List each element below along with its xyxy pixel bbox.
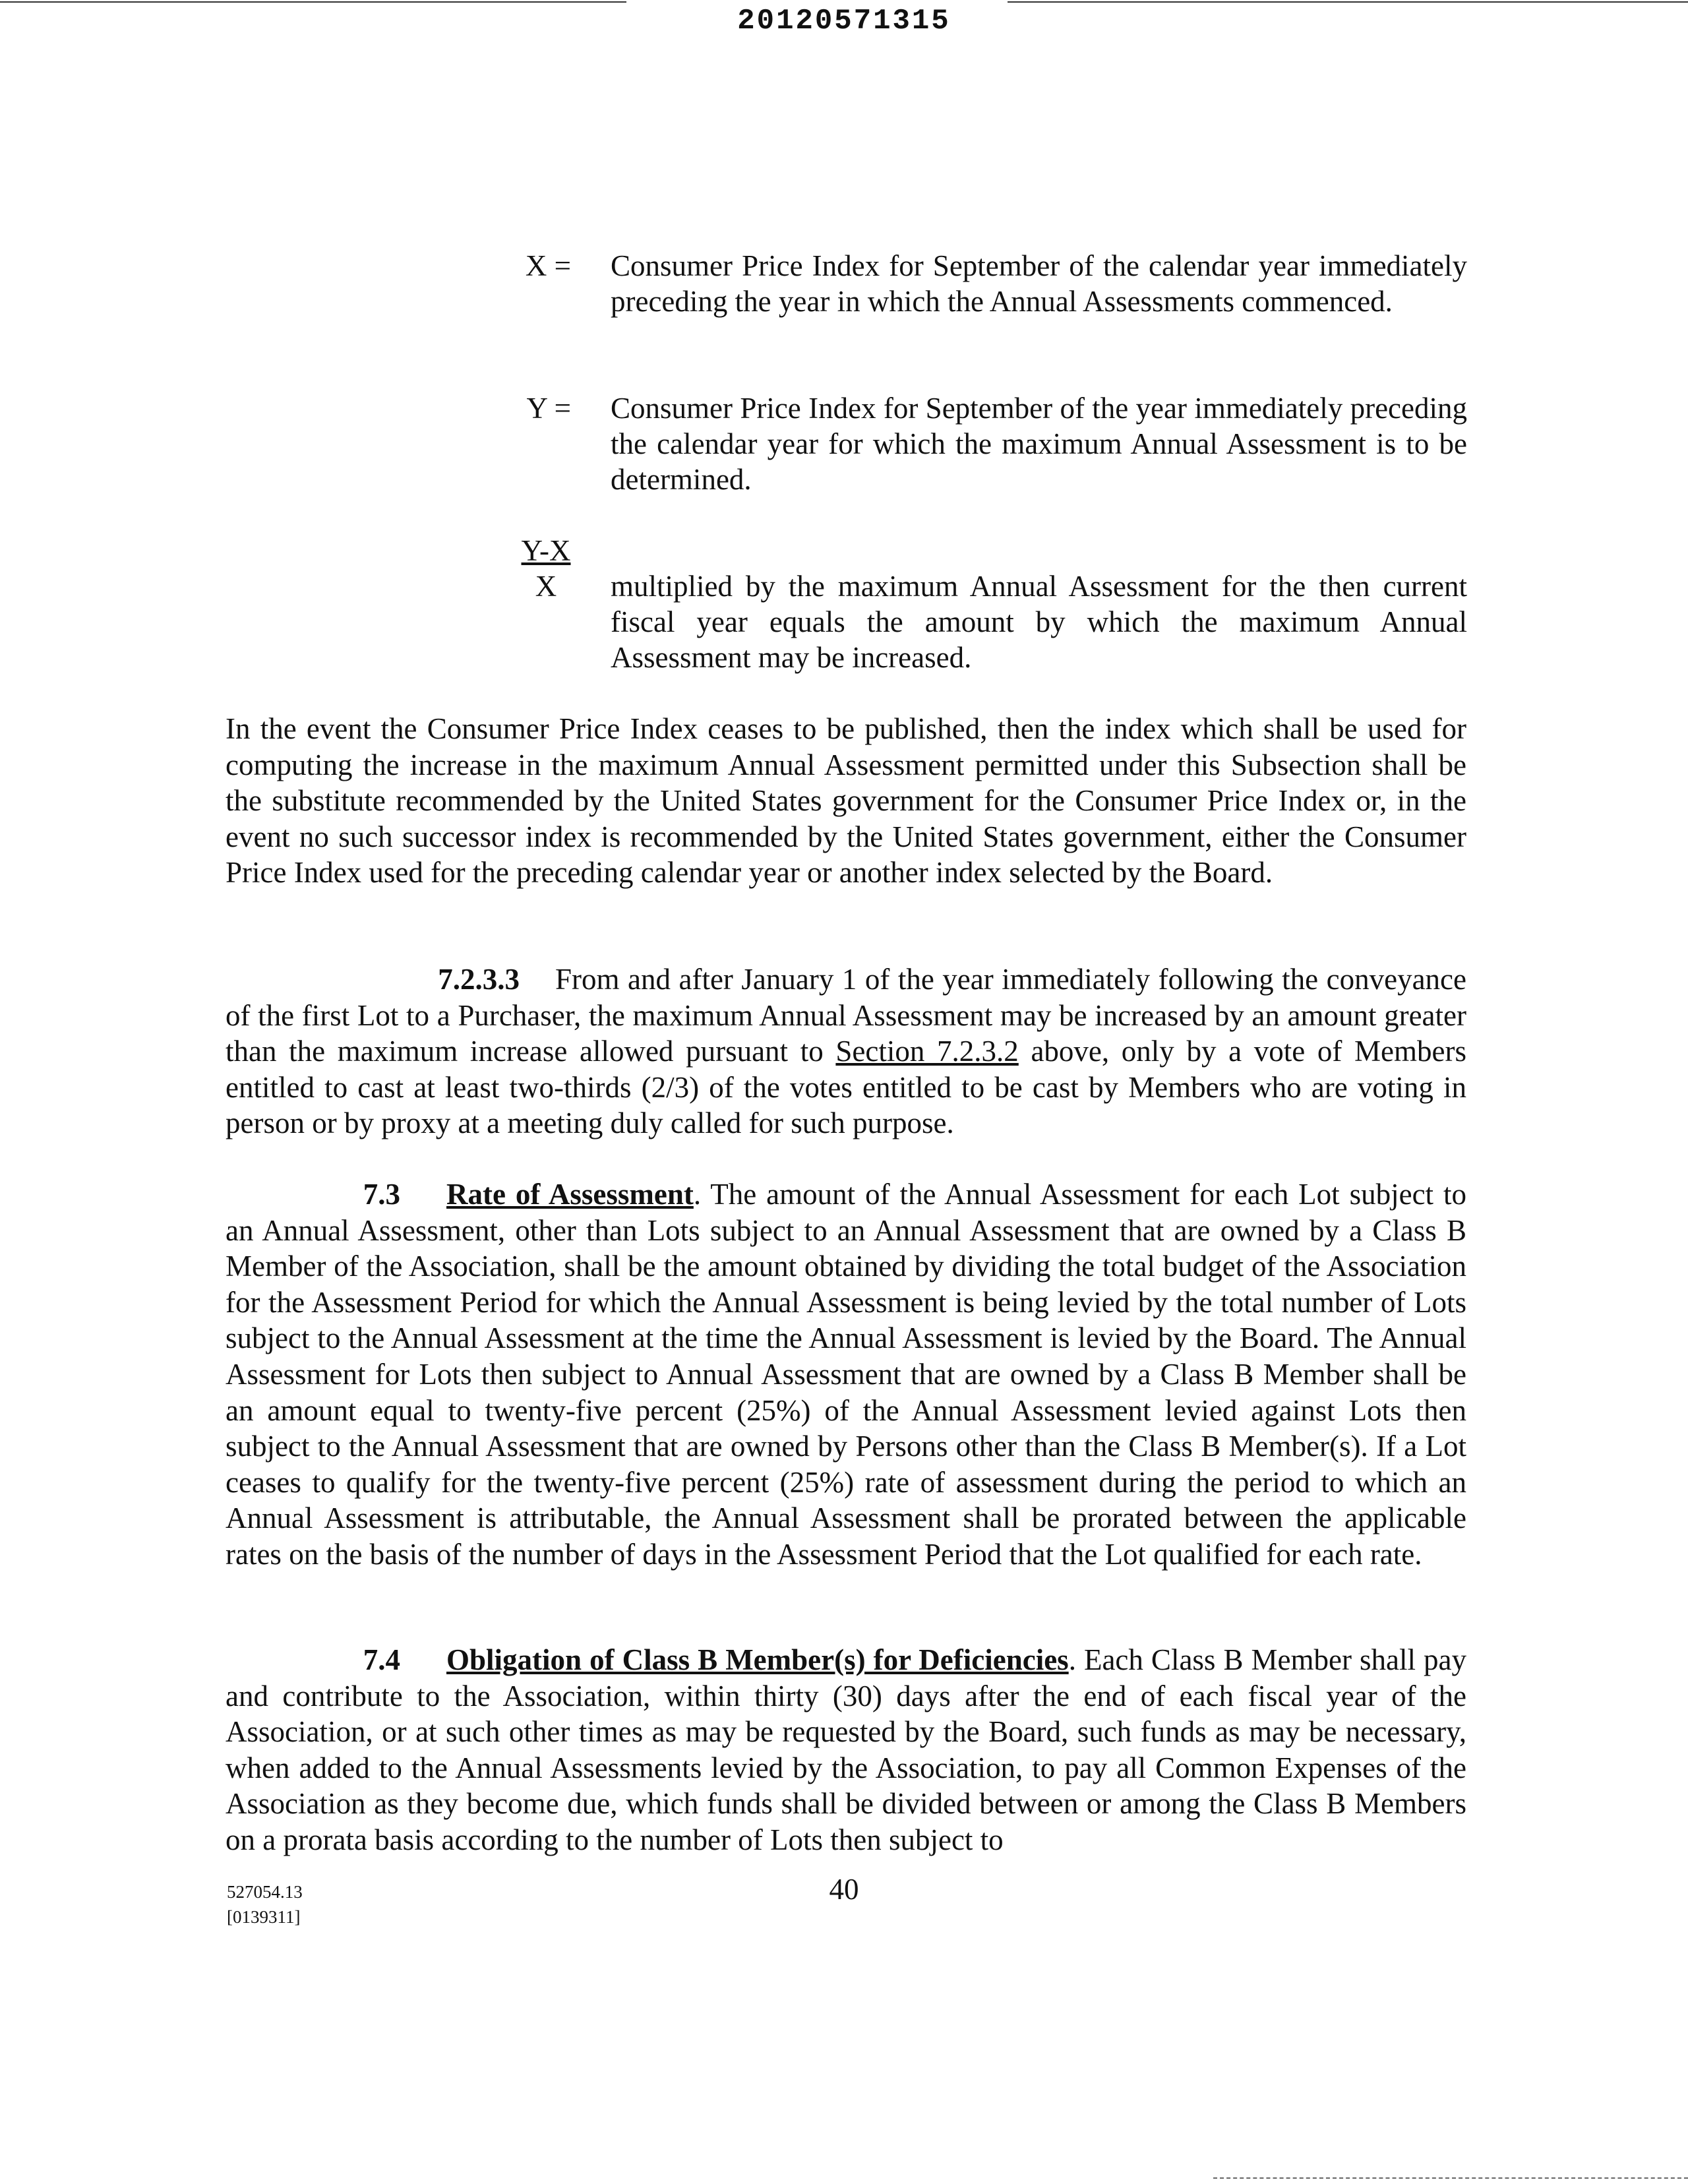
section-text: Each Class B Member shall pay and contribute to the Association, within thirty (30) days after the end of each fiscal year of the Association, or at such other times as may be requested by the Board, such funds as may be necessary, when added to the Annual Assessments levied by the Association, to pay all Common Expenses of the Association as they become due, which funds shall be divided between or among the Class B Members on a prorata basis according to the number of Lots then subject to: [226, 1643, 1466, 1856]
section-number: 7.3: [363, 1178, 400, 1211]
footer-doc-number: 527054.13: [227, 1882, 303, 1902]
fraction-numerator: Y-X: [521, 534, 571, 567]
definition-text: Consumer Price Index for September of the calendar year immediately preceding the year in which the Annual Assessments commenced.: [611, 249, 1467, 318]
section-heading: Obligation of Class B Member(s) for Deficiencies: [446, 1643, 1069, 1676]
section-reference-link: Section 7.2.3.2: [835, 1035, 1019, 1068]
paragraph-section-7-4: 7.4 Obligation of Class B Member(s) for Deficiencies. Each Class B Member shall pay and contribute to the Association, within thirty (30) days after the end of each fiscal year of the Association, or at such other times as may be requested by the Board, such funds as may be necessary, when added to the Annual Assessments levied by the Association, to pay all Common Expenses of the Association as they become due, which funds shall be divided between or among the Class B Members on a prorata basis according to the number of Lots then subject to: [226, 1643, 1466, 1856]
fraction-definition-text: multiplied by the maximum Annual Assessment for the then current fiscal year equals the amount by which the maximum Annual Assessment may be increased.: [611, 570, 1467, 674]
fraction-y-minus-x-over-x: [514, 533, 578, 604]
definition-label: Y =: [526, 392, 571, 425]
section-text-continued: above, only by a vote of Members entitled to cast at least two-thirds (2/3) of the votes entitled to be cast by Members who are voting in person or by proxy at a meeting duly called for such purpose.: [226, 1035, 1467, 1140]
definition-text: Consumer Price Index for September of the year immediately preceding the calendar year for which the maximum Annual Assessment is to be determined.: [611, 392, 1467, 496]
fraction-denominator: X: [535, 570, 557, 603]
footer-client-number: [0139311]: [227, 1907, 301, 1927]
section-heading: Rate of Assessment: [446, 1178, 694, 1211]
recording-number: 20120571315: [737, 5, 951, 38]
paragraph-section-7-2-3-3: [226, 961, 1466, 1141]
section-text: The amount of the Annual Assessment for each Lot subject to an Annual Assessment, other than Lots subject to an Annual Assessment that are owned by a Class B Member of the Association, shall be the amount obtained by dividing the total budget of the Association for the Assessment Period for which the Annual Assessment is being levied by the total number of Lots subject to the Annual Assessment at the time the Annual Assessment is levied by the Board. The Annual Assessment for Lots then subject to Annual Assessment that are owned by a Class B Member shall be an amount equal to twenty-five percent (25%) of the Annual Assessment levied against Lots then subject to the Annual Assessment that are owned by Persons other than the Class B Member(s). If a Lot ceases to qualify for the twenty-five percent (25%) rate of assessment during the period to which an Annual Assessment is attributable, the Annual Assessment shall be prorated between the applicable rates on the basis of the number of days in the Assessment Period that the Lot qualified for each rate.: [226, 1178, 1466, 1571]
footer-document-id: [227, 1879, 303, 1929]
page-number: 40: [829, 1873, 859, 1906]
section-number: 7.4: [363, 1643, 400, 1676]
section-text: From and after January 1 of the year immediately following the conveyance of the first Lot to a Purchaser, the maximum Annual Assessment may be increased by an amount greater than the maximum increase allowed pursuant to: [226, 963, 1466, 1068]
paragraph-cpi-substitute: In the event the Consumer Price Index ceases to be published, then the index which shall be used for computing the increase in the maximum Annual Assessment permitted under this Subsection shall be the substitute recommended by the United States government for the Consumer Price Index or, in the event no such successor index is recommended by the United States government, either the Consumer Price Index used for the preceding calendar year or another index selected by the Board.: [226, 712, 1466, 890]
section-number: 7.2.3.3: [438, 963, 520, 996]
paragraph-section-7-3: 7.3 Rate of Assessment. The amount of the Annual Assessment for each Lot subject to an Annual Assessment, other than Lots subject to an Annual Assessment that are owned by a Class B Member of the Association, shall be the amount obtained by dividing the total budget of the Association for the Assessment Period for which the Annual Assessment is being levied by the total number of Lots subject to the Annual Assessment at the time the Annual Assessment is levied by the Board. The Annual Assessment for Lots then subject to Annual Assessment that are owned by a Class B Member shall be an amount equal to twenty-five percent (25%) of the Annual Assessment levied against Lots then subject to the Annual Assessment that are owned by Persons other than the Class B Member(s). If a Lot ceases to qualify for the twenty-five percent (25%) rate of assessment during the period to which an Annual Assessment is attributable, the Annual Assessment shall be prorated between the applicable rates on the basis of the number of days in the Assessment Period that the Lot qualified for each rate.: [226, 1178, 1466, 1571]
definition-label: X =: [525, 249, 571, 282]
bottom-rule: [1213, 2177, 1688, 2179]
